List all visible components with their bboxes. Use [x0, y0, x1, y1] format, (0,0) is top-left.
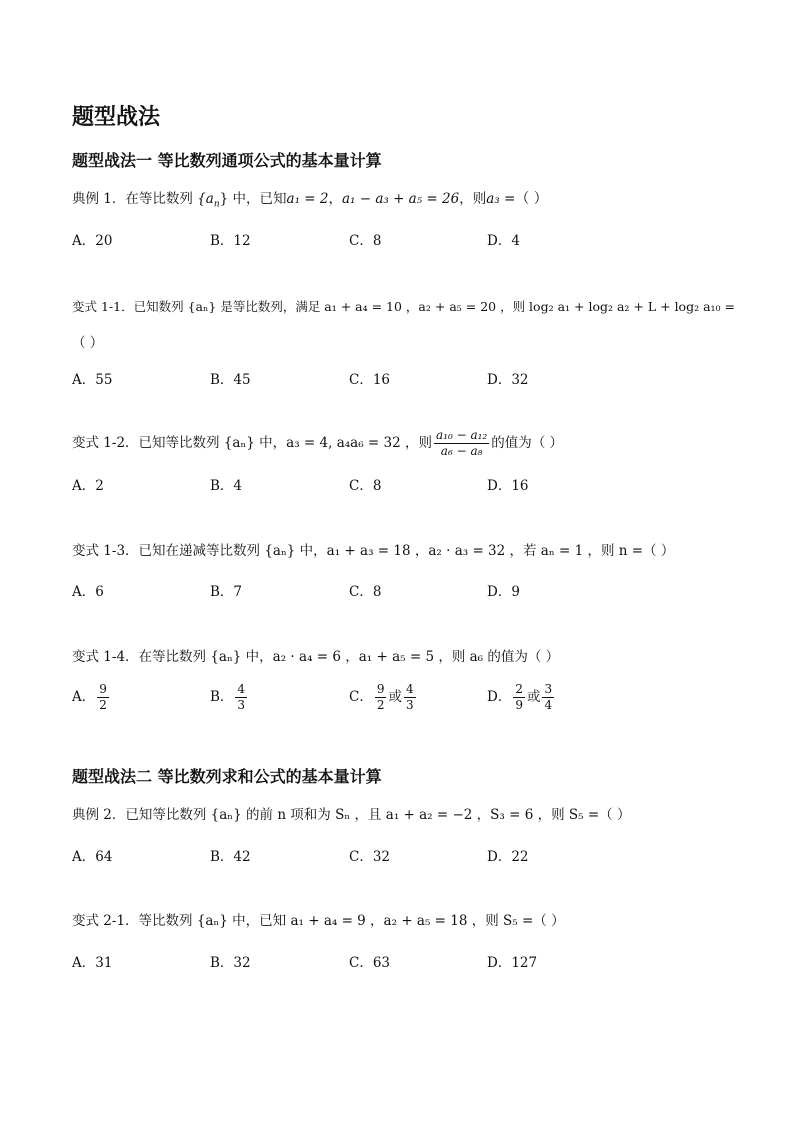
question-4: 变式 1-3．已知在递减等比数列 {aₙ} 中，a₁ + a₃ = 18 ，a₂ · a₃ = 32 ，若 aₙ = 1 ，则 n =（ ） — [72, 543, 675, 559]
question-4-option-d: D．9 — [487, 584, 520, 600]
question-1-option-c: C．8 — [349, 233, 382, 249]
question-6-option-a: A．64 — [72, 849, 113, 865]
question-2-option-b: B．45 — [210, 372, 251, 388]
question-7-options — [72, 951, 632, 973]
question-1-mid1: } 中，已知 — [219, 191, 287, 207]
question-1 — [72, 189, 548, 215]
question-5-option-a: A． $\frac{9}{2}$ — [72, 682, 107, 712]
question-5-option-c: C． $\frac{9}{2}$ 或 $\frac{4}{3}$ — [349, 682, 414, 712]
question-7-option-d: D．127 — [487, 955, 538, 971]
question-6-options — [72, 845, 632, 867]
question-4-option-c: C．8 — [349, 584, 382, 600]
question-2-option-c: C．16 — [349, 372, 391, 388]
question-3-prefix: 变式 1-2．已知等比数列 {aₙ} 中，a₃ = 4, a₄a₆ = 32 ，则 — [72, 435, 432, 451]
question-7-option-b: B．32 — [210, 955, 251, 971]
question-3-option-a: A．2 — [72, 478, 104, 494]
question-4-option-a: A．6 — [72, 584, 104, 600]
question-3-denominator: a₆ − a₈ — [440, 444, 483, 458]
question-3-numerator: a₁₀ − a₁₂ — [436, 428, 488, 442]
question-1-sequence: {$a_n$ — [197, 191, 220, 210]
question-6-option-b: B．42 — [210, 849, 251, 865]
question-1-option-d: D．4 — [487, 233, 520, 249]
question-3-options — [72, 474, 632, 496]
question-6-option-c: C．32 — [349, 849, 391, 865]
question-7-option-a: A．31 — [72, 955, 113, 971]
question-3-suffix: 的值为（ ） — [491, 435, 564, 451]
question-2-option-d: D．32 — [487, 372, 529, 388]
question-4-options — [72, 580, 632, 602]
question-2-line-1: 变式 1-1．已知数列 {aₙ} 是等比数列，满足 a₁ + a₄ = 10 ，a₂ + a₅ = 20 ，则 log₂ a₁ + log₂ a₂ + L + log₂ a₁₀ = — [72, 299, 735, 314]
question-4-option-b: B．7 — [210, 584, 243, 600]
question-2-option-a: A．55 — [72, 372, 113, 388]
section-heading-1: 题型战法一 等比数列通项公式的基本量计算 — [72, 151, 382, 170]
question-1-prefix: 典例 1．在等比数列 — [72, 191, 193, 207]
question-2-options — [72, 368, 632, 390]
question-1-mid2: ，则 — [459, 191, 487, 207]
question-5-option-b: B． $\frac{4}{3}$ — [210, 682, 246, 712]
question-5-options — [72, 682, 632, 722]
question-3 — [72, 428, 563, 459]
question-1-option-b: B．12 — [210, 233, 251, 249]
question-5: 变式 1-4．在等比数列 {aₙ} 中，a₂ · a₄ = 6 ，a₁ + a₅ = 5 ，则 a₆ 的值为（ ） — [72, 649, 560, 665]
question-1-ask: a₃ = — [486, 191, 516, 207]
question-1-answer-bracket: （ ） — [515, 191, 548, 207]
question-1-comma: ， — [328, 191, 342, 207]
question-5-option-d: D． $\frac{2}{9}$ 或 $\frac{3}{4}$ — [487, 682, 553, 712]
question-1-options — [72, 229, 632, 251]
question-3-option-d: D．16 — [487, 478, 529, 494]
question-6-option-d: D．22 — [487, 849, 529, 865]
question-3-option-b: B．4 — [210, 478, 243, 494]
section-heading-2: 题型战法二 等比数列求和公式的基本量计算 — [72, 767, 382, 786]
question-6: 典例 2．已知等比数列 {aₙ} 的前 n 项和为 Sₙ ，且 a₁ + a₂ = −2 ，S₃ = 6 ，则 S₅ =（ ） — [72, 807, 631, 823]
question-1-condition-2: a₁ − a₃ + a₅ = 26 — [341, 191, 460, 207]
page-title: 题型战法 — [72, 105, 161, 130]
question-1-option-a: A．20 — [72, 233, 113, 249]
question-3-option-c: C．8 — [349, 478, 382, 494]
question-3-fraction — [434, 428, 489, 459]
question-7-option-c: C．63 — [349, 955, 391, 971]
question-1-condition-1: a₁ = 2 — [286, 191, 329, 207]
question-7: 变式 2-1．等比数列 {aₙ} 中，已知 a₁ + a₄ = 9 ，a₂ + a₅ = 18 ，则 S₅ =（ ） — [72, 913, 565, 929]
question-2-line-2: （ ） — [72, 335, 104, 351]
